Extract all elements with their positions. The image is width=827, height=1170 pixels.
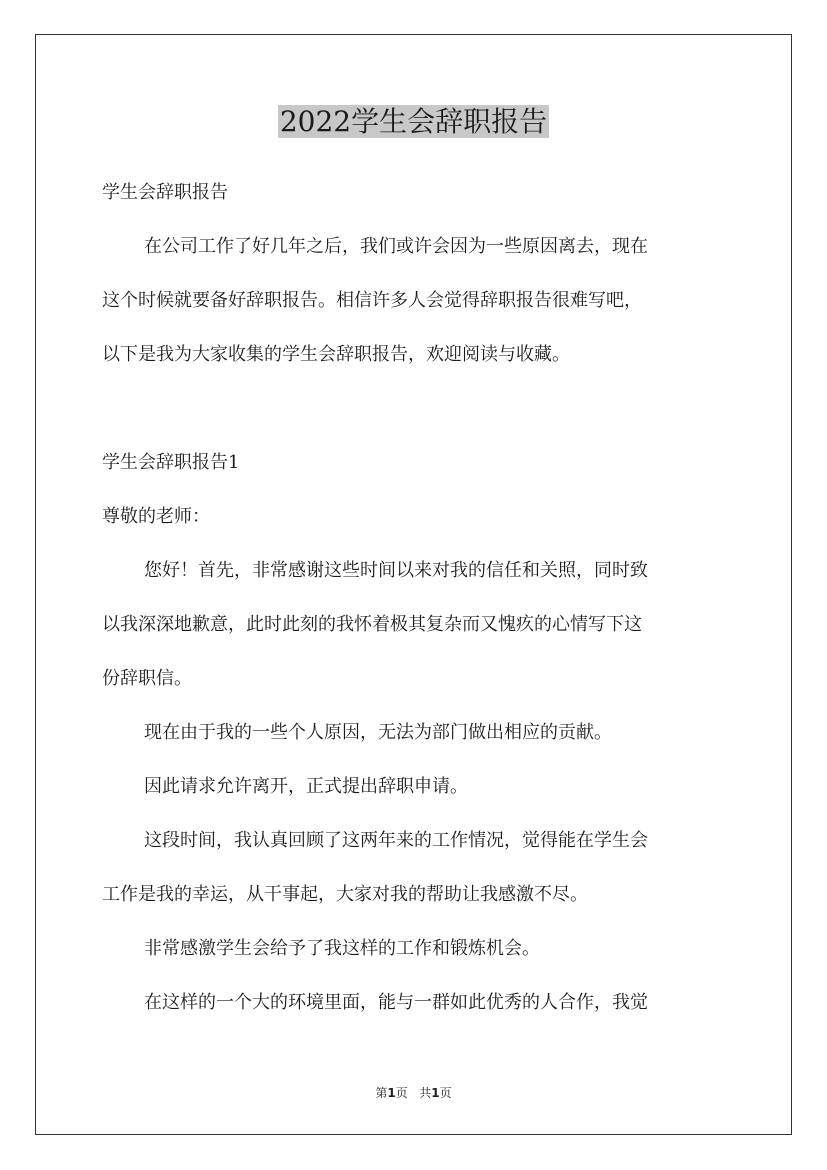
intro-line: 这个时候就要备好辞职报告。相信许多人会觉得辞职报告很难写吧， — [102, 290, 642, 311]
body-line: 您好！首先，非常感谢这些时间以来对我的信任和关照，同时致 — [144, 560, 648, 581]
body-line: 工作是我的幸运，从干事起，大家对我的帮助让我感激不尽。 — [102, 884, 588, 905]
page-suffix: 页 — [395, 1086, 408, 1100]
total-prefix: 共 — [419, 1086, 432, 1100]
page-prefix: 第 — [375, 1086, 388, 1100]
intro-paragraph — [102, 220, 726, 382]
total-pages: 1 — [431, 1086, 440, 1100]
body-line: 以我深深地歉意，此时此刻的我怀着极其复杂而又愧疚的心情写下这 — [102, 614, 642, 635]
salutation-text: 尊敬的老师： — [102, 506, 210, 527]
intro-line: 在公司工作了好几年之后，我们或许会因为一些原因离去，现在 — [144, 236, 648, 257]
body-line: 份辞职信。 — [102, 668, 192, 689]
document-subtitle — [102, 166, 726, 220]
page-footer — [0, 1084, 827, 1101]
body-paragraph — [102, 544, 726, 706]
document-title-text: 2022学生会辞职报告 — [279, 105, 548, 138]
total-suffix: 页 — [439, 1086, 452, 1100]
body-line: 因此请求允许离开，正式提出辞职申请。 — [144, 776, 468, 797]
section-heading — [102, 436, 726, 490]
subtitle-text: 学生会辞职报告 — [102, 182, 228, 203]
document-title — [0, 102, 827, 142]
body-line: 在这样的一个大的环境里面，能与一群如此优秀的人合作，我觉 — [144, 992, 648, 1013]
body-line: 现在由于我的一些个人原因，无法为部门做出相应的贡献。 — [144, 722, 612, 743]
page-number: 1 — [387, 1086, 396, 1100]
body-paragraph — [102, 976, 726, 1030]
body-paragraph — [102, 706, 726, 760]
body-line: 非常感激学生会给予了我这样的工作和锻炼机会。 — [144, 938, 540, 959]
body-paragraph — [102, 922, 726, 976]
section-heading-text: 学生会辞职报告1 — [102, 452, 240, 473]
body-paragraph — [102, 814, 726, 922]
body-paragraph — [102, 760, 726, 814]
body-line: 这段时间，我认真回顾了这两年来的工作情况，觉得能在学生会 — [144, 830, 648, 851]
salutation — [102, 490, 726, 544]
intro-line: 以下是我为大家收集的学生会辞职报告，欢迎阅读与收藏。 — [102, 344, 570, 365]
